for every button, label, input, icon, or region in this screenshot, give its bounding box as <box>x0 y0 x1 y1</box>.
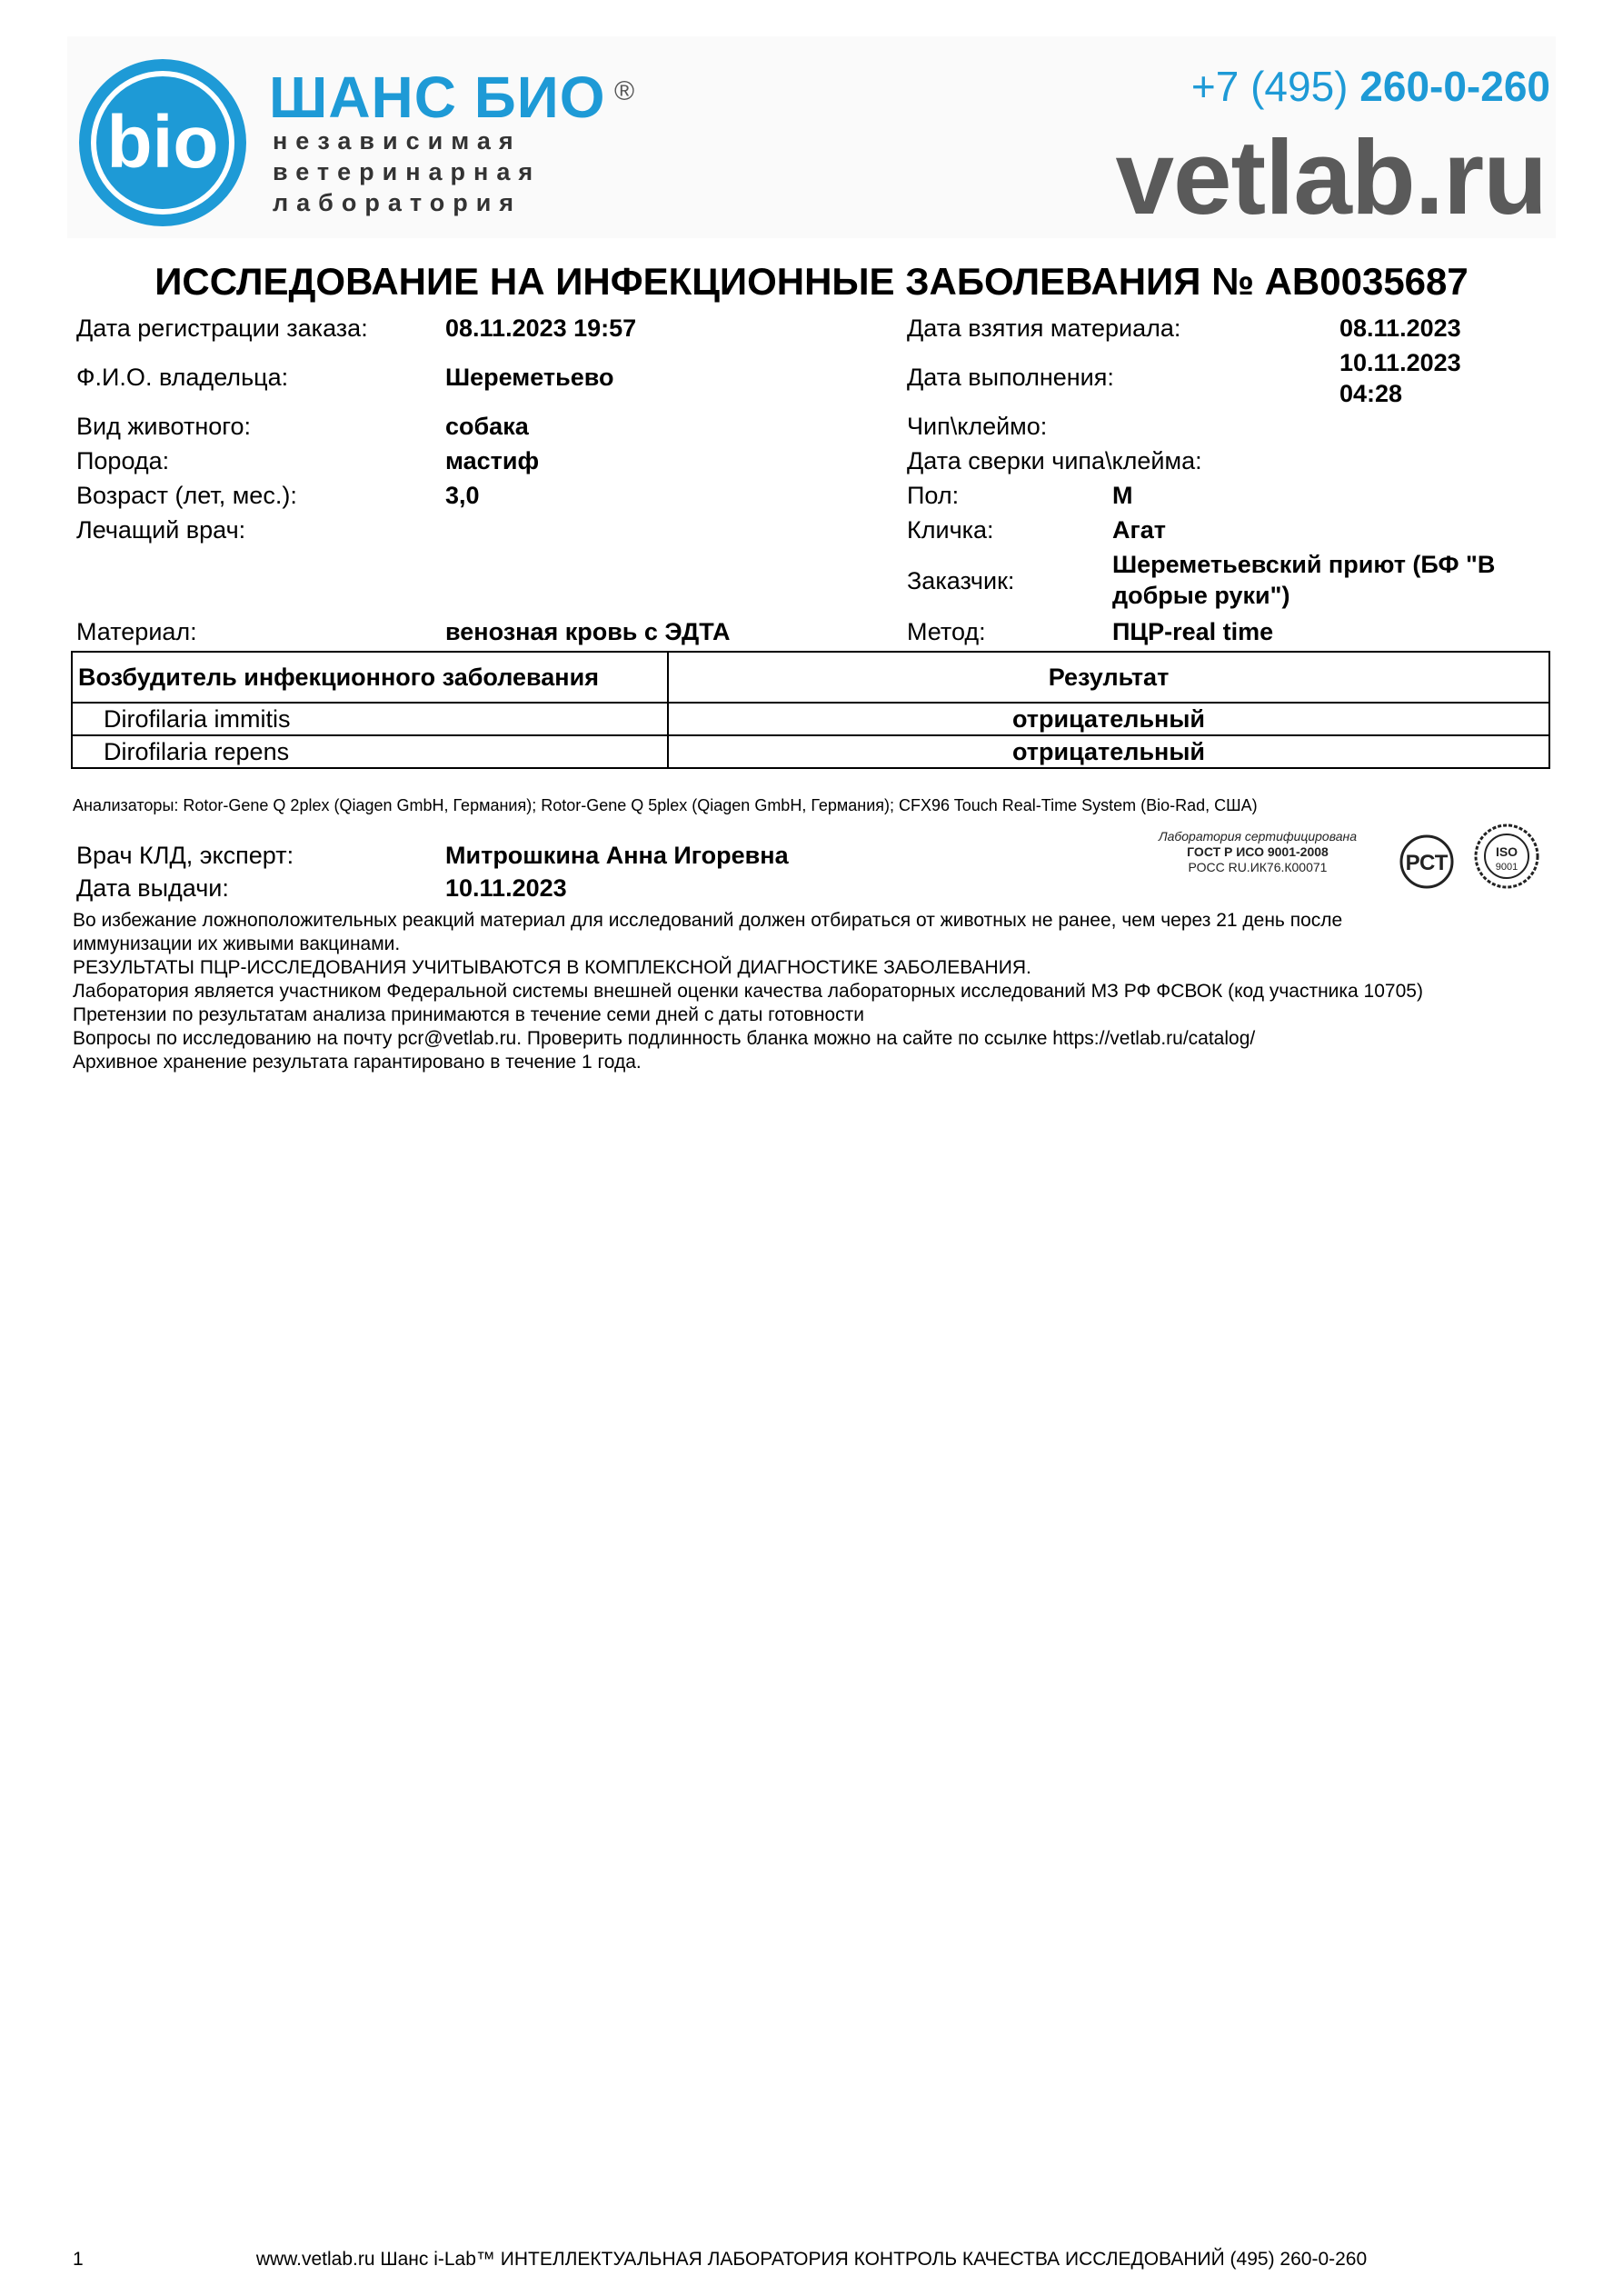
brand-subtitle-line-1: независимая <box>273 127 522 155</box>
registration-date-value: 08.11.2023 19:57 <box>445 314 637 342</box>
completion-time-value: 04:28 <box>1339 380 1403 407</box>
iso-mark-number: 9001 <box>1495 862 1518 873</box>
breed-label: Порода: <box>76 447 170 474</box>
phone-prefix: +7 (495) <box>1190 63 1349 110</box>
issue-date-label: Дата выдачи: <box>76 874 229 902</box>
pct-mark-icon <box>1394 829 1467 893</box>
table-row <box>72 735 1549 768</box>
sampling-date-label: Дата взятия материала: <box>907 314 1181 342</box>
certification-stamp <box>1132 829 1383 875</box>
certification-line-3: РОСС RU.ИК76.К00071 <box>1188 860 1328 874</box>
iso-mark-text: ISO <box>1495 844 1518 859</box>
expert-value: Митрошкина Анна Игоревна <box>445 842 789 869</box>
completion-date-label: Дата выполнения: <box>907 364 1114 391</box>
animal-type-label: Вид животного: <box>76 413 252 440</box>
certification-line-1: Лаборатория сертифицирована <box>1159 829 1357 844</box>
material-label: Материал: <box>76 618 197 645</box>
material-value: венозная кровь с ЭДТА <box>445 618 731 645</box>
age-value: 3,0 <box>445 482 480 509</box>
sex-value: М <box>1112 482 1133 509</box>
pet-name-value: Агат <box>1112 516 1166 544</box>
certification-line-2: ГОСТ Р ИСО 9001-2008 <box>1187 844 1329 859</box>
notes-block <box>73 909 1563 1074</box>
note-line: Архивное хранение результата гарантировано в течение 1 года. <box>73 1052 642 1073</box>
pct-mark-text: РСТ <box>1405 851 1449 875</box>
document-title: ИССЛЕДОВАНИЕ НА ИНФЕКЦИОННЫЕ ЗАБОЛЕВАНИЯ № AB0035687 <box>154 260 1469 303</box>
brand-subtitle-line-3: лаборатория <box>273 189 523 216</box>
note-line: Лаборатория является участником Федеральной системы внешней оценки качества лабораторных исследований МЗ РФ ФСВОК (код участника 10705) <box>73 981 1423 1002</box>
result-cell: отрицательный <box>668 735 1549 768</box>
animal-type-value: собака <box>445 413 529 440</box>
pathogen-cell: Dirofilaria immitis <box>72 703 668 735</box>
brand-subtitle-line-2: ветеринарная <box>273 158 542 185</box>
header-phone[interactable] <box>1191 62 1550 111</box>
pet-name-label: Кличка: <box>907 516 994 544</box>
customer-value-line-2: добрые руки") <box>1112 582 1290 609</box>
customer-value-line-1: Шереметьевский приют (БФ "В <box>1112 551 1496 578</box>
table-row <box>72 703 1549 735</box>
note-line: Во избежание ложноположительных реакций материал для исследований должен отбираться от животных не ранее, чем через 21 день после <box>73 910 1343 931</box>
customer-label: Заказчик: <box>907 567 1015 594</box>
pathogen-column-header: Возбудитель инфекционного заболевания <box>72 652 668 703</box>
method-label: Метод: <box>907 618 986 645</box>
owner-name-label: Ф.И.О. владельца: <box>76 364 289 391</box>
brand-name: ШАНС БИО <box>269 65 606 130</box>
logo-text: bio <box>106 101 219 184</box>
method-value: ПЦР-real time <box>1112 618 1274 645</box>
page-number: 1 <box>73 2249 84 2270</box>
expert-label: Врач КЛД, эксперт: <box>76 842 294 869</box>
site-logo-text[interactable]: vetlab.ru <box>1115 118 1547 236</box>
table-header-row <box>72 652 1549 703</box>
note-line: Претензии по результатам анализа принимаются в течение семи дней с даты готовности <box>73 1004 864 1025</box>
iso-mark-icon <box>1472 822 1541 891</box>
age-label: Возраст (лет, мес.): <box>76 482 297 509</box>
chip-check-date-label: Дата сверки чипа\клейма: <box>907 447 1202 474</box>
chip-label: Чип\клеймо: <box>907 413 1048 440</box>
sex-label: Пол: <box>907 482 960 509</box>
result-cell: отрицательный <box>668 703 1549 735</box>
phone-number: 260-0-260 <box>1359 63 1550 110</box>
note-line: РЕЗУЛЬТАТЫ ПЦР-ИССЛЕДОВАНИЯ УЧИТЫВАЮТСЯ В КОМПЛЕКСНОЙ ДИАГНОСТИКЕ ЗАБОЛЕВАНИЯ. <box>73 957 1031 978</box>
issue-date-value: 10.11.2023 <box>445 874 567 902</box>
owner-name-value: Шереметьево <box>445 364 614 391</box>
breed-value: мастиф <box>445 447 540 474</box>
doctor-label: Лечащий врач: <box>76 516 246 544</box>
bio-logo-icon <box>75 55 251 231</box>
analyzers-note: Анализаторы: Rotor-Gene Q 2plex (Qiagen GmbH, Германия); Rotor-Gene Q 5plex (Qiagen GmbH, Германия); CFX96 Touch Real-Time System (Bio-Rad, США) <box>73 796 1258 814</box>
sampling-date-value: 08.11.2023 <box>1339 314 1461 342</box>
footer-text: www.vetlab.ru Шанс i-Lab™ ИНТЕЛЛЕКТУАЛЬНАЯ ЛАБОРАТОРИЯ КОНТРОЛЬ КАЧЕСТВА ИССЛЕДОВАНИЙ (495) 260-0-260 <box>255 2249 1368 2270</box>
result-column-header: Результат <box>668 652 1549 703</box>
results-table <box>71 651 1550 769</box>
registered-mark: ® <box>614 76 635 106</box>
note-line: иммунизации их живыми вакцинами. <box>73 933 401 954</box>
note-line: Вопросы по исследованию на почту pcr@vetlab.ru. Проверить подлинность бланка можно на сайте по ссылке https://vetlab.ru/catalog/ <box>73 1028 1256 1049</box>
registration-date-label: Дата регистрации заказа: <box>76 314 368 342</box>
completion-date-value: 10.11.2023 <box>1339 349 1461 376</box>
pathogen-cell: Dirofilaria repens <box>72 735 668 768</box>
